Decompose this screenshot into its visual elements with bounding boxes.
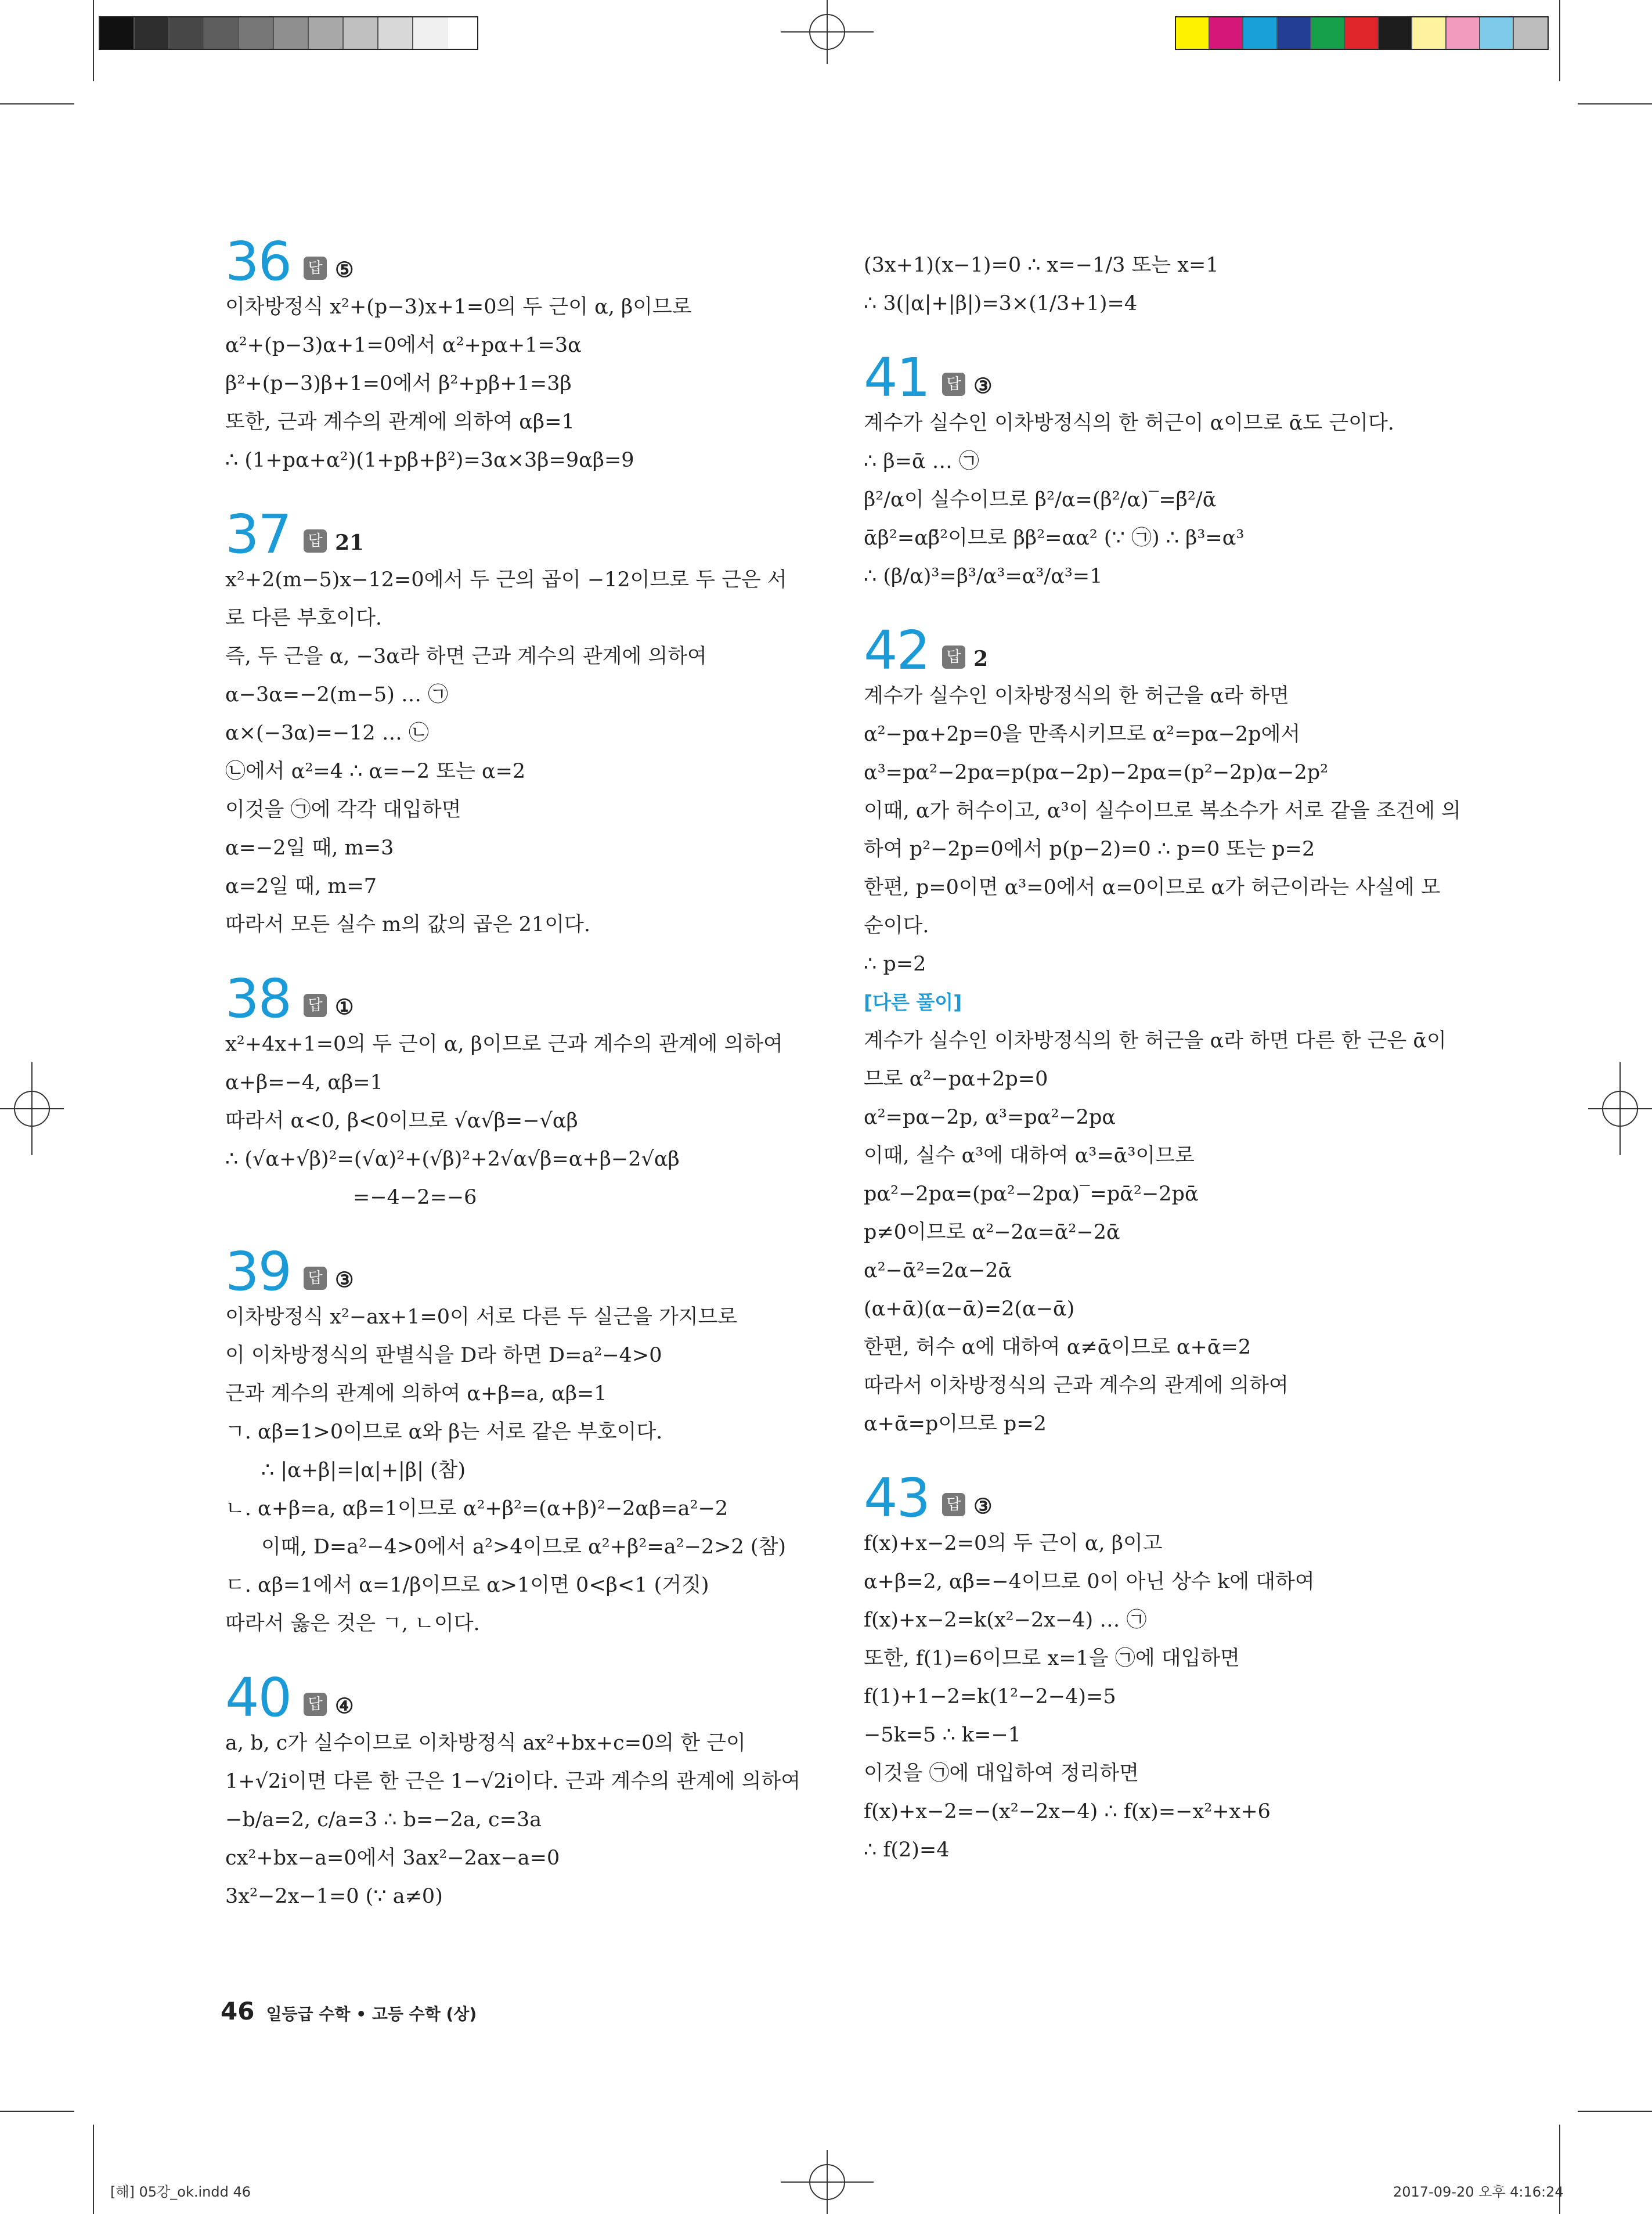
- color-swatch: [1345, 17, 1379, 49]
- solution-line: f(x)+x−2=0의 두 근이 α, β이고: [864, 1532, 1163, 1555]
- solution-line: ∴ (1+pα+α²)(1+pβ+β²)=3α×3β=9αβ=9: [225, 449, 634, 472]
- problem-number: 42: [864, 619, 930, 681]
- solution-line: α−3α=−2(m−5) … ㉠: [225, 683, 449, 706]
- answer-value: ③: [973, 374, 993, 398]
- crop-mark: [0, 2111, 74, 2112]
- page-number: 46: [221, 1997, 255, 2025]
- color-swatch: [1176, 17, 1210, 49]
- solution-line: 근과 계수의 관계에 의하여 α+β=a, αβ=1: [225, 1382, 607, 1405]
- solution-line: 1+√2i이면 다른 한 근은 1−√2i이다. 근과 계수의 관계에 의하여: [225, 1770, 801, 1793]
- color-swatch: [169, 17, 204, 49]
- solution-line: α=2일 때, m=7: [225, 875, 377, 898]
- answer-value: 2: [973, 647, 989, 671]
- problem-header: [864, 347, 1496, 409]
- solution-line: x²+2(m−5)x−12=0에서 두 근의 곱이 −12이므로 두 근은 서: [225, 568, 787, 592]
- solution-line: 이차방정식 x²+(p−3)x+1=0의 두 근이 α, β이므로: [225, 295, 692, 319]
- book-title: 일등급 수학 • 고등 수학 (상): [266, 2004, 477, 2024]
- solution-line: ∴ β=ᾱ … ㉠: [864, 450, 979, 473]
- solution-line: cx²+bx−a=0에서 3ax²−2ax−a=0: [225, 1847, 560, 1870]
- solution-line: α²+(p−3)α+1=0에서 α²+pα+1=3α: [225, 334, 582, 357]
- crop-mark: [1559, 0, 1560, 81]
- section-gap: [864, 1443, 1496, 1469]
- color-swatch: [1412, 17, 1446, 49]
- registration-mark-top: [781, 0, 874, 64]
- answer-value: ⑤: [335, 258, 354, 282]
- solution-line: 한편, p=0이면 α³=0에서 α=0이므로 α가 허근이라는 사실에 모: [864, 876, 1441, 899]
- solution-line: 한편, 허수 α에 대하여 α≠ᾱ이므로 α+ᾱ=2: [864, 1336, 1251, 1359]
- problem-header: [225, 503, 858, 565]
- problem-number: 41: [864, 347, 930, 409]
- solution-line: 므로 α²−pα+2p=0: [864, 1068, 1048, 1091]
- section-gap: [225, 1217, 858, 1242]
- solution-line: ㄷ. αβ=1에서 α=1/β이므로 α>1이면 0<β<1 (거짓): [225, 1574, 709, 1597]
- color-swatch: [204, 17, 239, 49]
- solution-line: 순이다.: [864, 914, 929, 937]
- solution-line: α²−ᾱ²=2α−2ᾱ: [864, 1259, 1012, 1282]
- alternate-solution-label: [다른 풀이]: [864, 991, 962, 1014]
- solution-line: α+β=2, αβ=−4이므로 0이 아닌 상수 k에 대하여: [864, 1570, 1315, 1593]
- left-column: [225, 232, 858, 1916]
- problem-number: 40: [225, 1667, 291, 1729]
- solution-line: 계수가 실수인 이차방정식의 한 허근을 α라 하면 다른 한 근은 ᾱ이: [864, 1029, 1447, 1052]
- solution-line: β²+(p−3)β+1=0에서 β²+pβ+1=3β: [225, 372, 572, 395]
- solution-line: (α+ᾱ)(α−ᾱ)=2(α−ᾱ): [864, 1297, 1075, 1321]
- solution-line: =−4−2=−6: [353, 1186, 477, 1209]
- solution-line: 따라서 이차방정식의 근과 계수의 관계에 의하여: [864, 1374, 1289, 1397]
- answer-value: ③: [973, 1494, 993, 1519]
- answer-badge-icon: 답: [304, 1693, 327, 1716]
- solution-line: 로 다른 부호이다.: [225, 607, 383, 630]
- solution-line: 이때, D=a²−4>0에서 a²>4이므로 α²+β²=a²−2>2 (참): [261, 1535, 787, 1559]
- page-footer: [221, 1997, 477, 2025]
- gray-swatch-strip: [99, 16, 478, 50]
- color-swatch: [378, 17, 413, 49]
- answer-value: ③: [335, 1268, 354, 1292]
- registration-mark-right: [1588, 1062, 1652, 1155]
- problem-header: [864, 1467, 1496, 1529]
- answer-badge-icon: 답: [304, 1267, 327, 1290]
- color-swatch: [1278, 17, 1311, 49]
- solution-line: f(x)+x−2=−(x²−2x−4) ∴ f(x)=−x²+x+6: [864, 1800, 1271, 1823]
- registration-mark-bottom: [781, 2150, 874, 2214]
- solution-line: α=−2일 때, m=3: [225, 836, 394, 860]
- solution-line: (3x+1)(x−1)=0 ∴ x=−1/3 또는 x=1: [864, 254, 1219, 277]
- answer-badge-icon: 답: [304, 529, 327, 553]
- crop-mark: [93, 0, 94, 81]
- color-swatch: [413, 17, 448, 49]
- problem-header: [864, 619, 1496, 681]
- solution-line: 계수가 실수인 이차방정식의 한 허근을 α라 하면: [864, 684, 1289, 708]
- solution-line: ∴ 3(|α|+|β|)=3×(1/3+1)=4: [864, 292, 1138, 315]
- section-gap: [225, 479, 858, 505]
- solution-line: ∴ (β/α)³=β³/α³=α³/α³=1: [864, 565, 1103, 588]
- solution-line: ㄱ. αβ=1>0이므로 α와 β는 서로 같은 부호이다.: [225, 1420, 663, 1444]
- registration-mark-left: [0, 1062, 64, 1155]
- section-gap: [864, 596, 1496, 621]
- crop-mark: [93, 2125, 94, 2214]
- solution-line: 또한, f(1)=6이므로 x=1을 ㉠에 대입하면: [864, 1647, 1240, 1670]
- solution-line: 계수가 실수인 이차방정식의 한 허근이 α이므로 ᾱ도 근이다.: [864, 412, 1394, 435]
- solution-line: f(x)+x−2=k(x²−2x−4) … ㉠: [864, 1609, 1147, 1632]
- solution-line: 이것을 ㉠에 대입하여 정리하면: [864, 1762, 1139, 1785]
- color-swatch: [1447, 17, 1480, 49]
- problem-number: 36: [225, 230, 291, 293]
- section-gap: [864, 323, 1496, 348]
- solution-line: α+ᾱ=p이므로 p=2: [864, 1412, 1047, 1436]
- solution-line: x²+4x+1=0의 두 근이 α, β이므로 근과 계수의 관계에 의하여: [225, 1033, 783, 1056]
- solution-line: 따라서 모든 실수 m의 값의 곱은 21이다.: [225, 913, 590, 936]
- solution-line: ∴ p=2: [864, 953, 926, 976]
- answer-badge-icon: 답: [942, 646, 965, 669]
- color-swatch: [274, 17, 309, 49]
- solution-line: α×(−3α)=−12 … ㉡: [225, 722, 429, 745]
- solution-line: 이차방정식 x²−ax+1=0이 서로 다른 두 실근을 가지므로: [225, 1306, 738, 1329]
- crop-mark: [1578, 2111, 1652, 2112]
- problem-header: [225, 968, 858, 1030]
- color-swatch: [309, 17, 344, 49]
- solution-line: 이때, α가 허수이고, α³이 실수이므로 복소수가 서로 같을 조건에 의: [864, 799, 1461, 823]
- problem-number: 38: [225, 968, 291, 1030]
- problem-number: 39: [225, 1241, 291, 1303]
- answer-value: ④: [335, 1694, 354, 1718]
- section-gap: [225, 1643, 858, 1668]
- answer-badge-icon: 답: [942, 373, 965, 396]
- solution-line: ㄴ. α+β=a, αβ=1이므로 α²+β²=(α+β)²−2αβ=a²−2: [225, 1497, 728, 1520]
- solution-line: ∴ |α+β|=|α|+|β| (참): [261, 1459, 466, 1482]
- color-swatch: [1210, 17, 1243, 49]
- color-swatch: [135, 17, 169, 49]
- color-swatch: [1480, 17, 1514, 49]
- solution-line: 하여 p²−2p=0에서 p(p−2)=0 ∴ p=0 또는 p=2: [864, 838, 1315, 861]
- slug-datetime: 2017-09-20 오후 4:16:24: [1393, 2184, 1564, 2200]
- solution-line: α²−pα+2p=0을 만족시키므로 α²=pα−2p에서: [864, 723, 1301, 746]
- section-gap: [225, 944, 858, 969]
- solution-line: 이것을 ㉠에 각각 대입하면: [225, 798, 461, 821]
- solution-line: 3x²−2x−1=0 (∵ a≠0): [225, 1885, 443, 1908]
- crop-mark: [0, 103, 74, 104]
- solution-line: α+β=−4, αβ=1: [225, 1071, 383, 1094]
- problem-number: 37: [225, 503, 291, 565]
- solution-line: −b/a=2, c/a=3 ∴ b=−2a, c=3a: [225, 1808, 542, 1831]
- color-swatch: [344, 17, 378, 49]
- slug-file: [해] 05강_ok.indd 46: [110, 2184, 251, 2200]
- solution-line: β²/α이 실수이므로 β²/α=(β²/α)‾=β̄²/ᾱ: [864, 488, 1217, 511]
- answer-value: ①: [335, 995, 354, 1019]
- problem-header: [225, 230, 858, 293]
- solution-line: α³=pα²−2pα=p(pα−2p)−2pα=(p²−2p)α−2p²: [864, 761, 1329, 784]
- answer-value: 21: [335, 531, 365, 555]
- solution-line: α²=pα−2p, α³=pα²−2pα: [864, 1106, 1116, 1129]
- problem-number: 43: [864, 1467, 930, 1529]
- right-column: [864, 246, 1496, 1869]
- color-swatch: [1243, 17, 1277, 49]
- solution-line: f(1)+1−2=k(1²−2−4)=5: [864, 1685, 1116, 1708]
- color-swatch-strip: [1175, 16, 1549, 50]
- solution-line: p≠0이므로 α²−2α=ᾱ²−2ᾱ: [864, 1221, 1120, 1244]
- answer-badge-icon: 답: [942, 1493, 965, 1516]
- color-swatch: [1514, 17, 1548, 49]
- solution-line: 또한, 근과 계수의 관계에 의하여 αβ=1: [225, 410, 575, 434]
- problem-header: [225, 1667, 858, 1729]
- color-swatch: [100, 17, 135, 49]
- solution-line: ᾱβ²=αβ̄²이므로 ββ²=αα² (∵ ㉠) ∴ β³=α³: [864, 527, 1245, 550]
- solution-line: 즉, 두 근을 α, −3α라 하면 근과 계수의 관계에 의하여: [225, 645, 707, 668]
- answer-badge-icon: 답: [304, 257, 327, 280]
- crop-mark: [1578, 103, 1652, 104]
- solution-line: 따라서 옳은 것은 ㄱ, ㄴ이다.: [225, 1612, 480, 1635]
- color-swatch: [1379, 17, 1412, 49]
- solution-line: ∴ f(2)=4: [864, 1838, 950, 1862]
- solution-line: a, b, c가 실수이므로 이차방정식 ax²+bx+c=0의 한 근이: [225, 1732, 746, 1755]
- solution-line: ∴ (√α+√β)²=(√α)²+(√β)²+2√α√β=α+β−2√αβ: [225, 1148, 680, 1171]
- problem-header: [225, 1241, 858, 1303]
- solution-line: ㉡에서 α²=4 ∴ α=−2 또는 α=2: [225, 760, 526, 783]
- solution-line: 이 이차방정식의 판별식을 D라 하면 D=a²−4>0: [225, 1344, 662, 1367]
- color-swatch: [239, 17, 274, 49]
- solution-line: 따라서 α<0, β<0이므로 √α√β=−√αβ: [225, 1109, 578, 1133]
- solution-line: 이때, 실수 α³에 대하여 α³=ᾱ³이므로: [864, 1144, 1195, 1167]
- solution-line: pα²−2pα=(pα²−2pα)‾=pᾱ²−2pᾱ: [864, 1182, 1199, 1206]
- color-swatch: [1311, 17, 1345, 49]
- answer-badge-icon: 답: [304, 994, 327, 1017]
- solution-line: −5k=5 ∴ k=−1: [864, 1723, 1022, 1747]
